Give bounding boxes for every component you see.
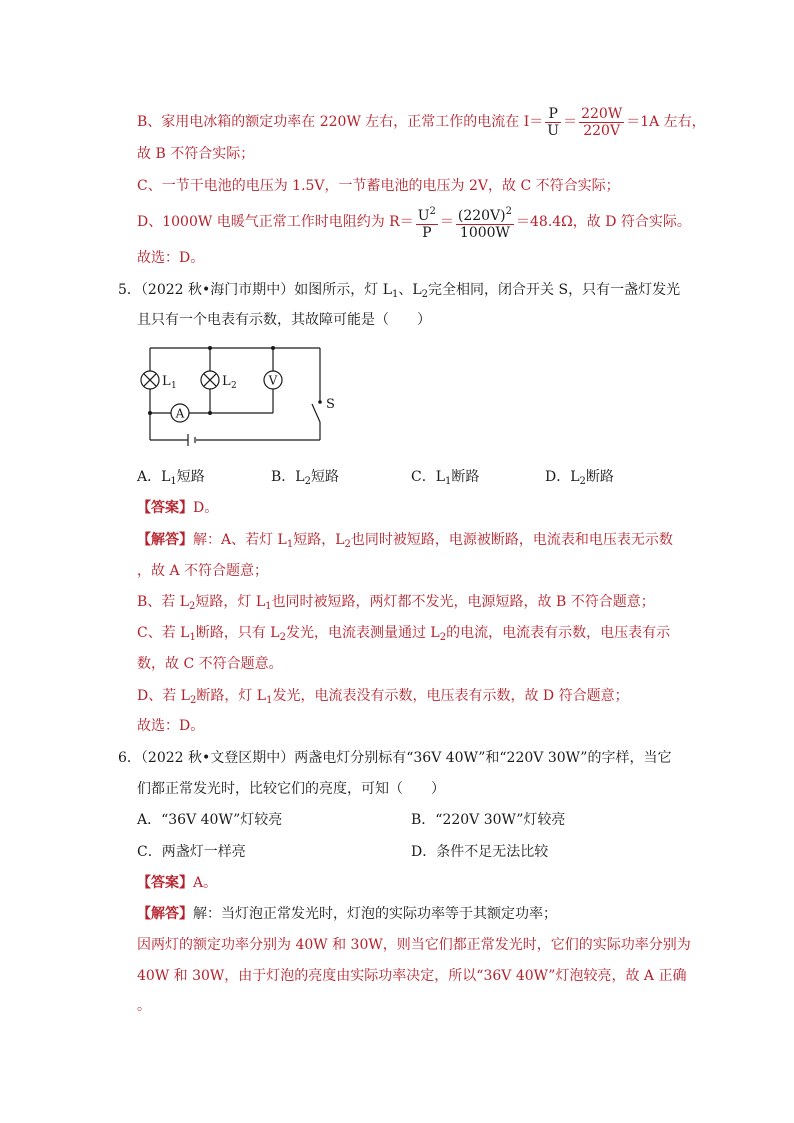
q6-analysis-line1: 【解答】解：当灯泡正常发光时，灯泡的实际功率等于其额定功率； <box>137 906 557 922</box>
label-l2: L <box>222 374 231 389</box>
lamp-l2-symbol <box>201 371 219 389</box>
q6-analysis-line2: 因两灯的额定功率分别为 40W 和 30W，则当它们都正常发光时，它们的实际功率分别为 <box>137 937 691 953</box>
q5-stem-line2: 且只有一个电表有示数，其故障可能是（ ） <box>137 312 431 328</box>
text: B、家用电冰箱的额定功率在 220W 左右，正常工作的电流在 I＝ <box>137 114 544 130</box>
q6-stem-line1: 6．（2022 秋•文登区期中）两盏电灯分别标有“36V 40W”和“220V 30W”的字样，当它 <box>118 750 672 766</box>
label-s: S <box>326 397 335 412</box>
q5-analysis-a-line1: 【解答】解：A、若灯 $L_1$短路，$L_2$也同时被短路，电源被断路，电流表和电压表无示数 <box>137 532 673 550</box>
lamp-l1-symbol <box>141 371 159 389</box>
q4-option-b-cont: 故 B 不符合实际； <box>137 146 255 162</box>
q5-option-a: A．$L_1$短路 <box>137 469 205 487</box>
fraction-220v2-over-1000w: $\frac{(220V)^2}{1000W}$ <box>457 205 513 241</box>
q6-answer: 【答案】A。 <box>137 875 218 891</box>
q5-analysis-c-line2: 数，故 C 不符合题意。 <box>137 656 283 672</box>
label-l2-sub: 2 <box>231 381 237 391</box>
label-l1-sub: 1 <box>171 381 177 391</box>
q5-option-b: B．$L_2$短路 <box>271 469 339 487</box>
q5-analysis-b: B、若 $L_2$短路，灯 $L_1$也同时被短路，两灯都不发光，电源短路，故 B 不符合题意； <box>137 594 655 612</box>
q5-analysis-c-line1: C、若 $L_1$断路，只有 $L_2$发光，电流表测量通过 $L_2$的电流，电流表有示数，电压表有示 <box>137 625 671 643</box>
q5-option-c: C．$L_1$断路 <box>411 469 480 487</box>
q4-option-d-line: D、1000W 电暖气正常工作时电阻约为 R＝ $\frac{U^2}{P}$ ＝ $\frac{(220V)^2}{1000W}$ ＝48.4Ω，故 D 符合实际。 <box>137 205 691 241</box>
q6-option-c: C．两盏灯一样亮 <box>137 844 246 860</box>
q6-option-a: A．“36V 40W”灯较亮 <box>137 812 283 828</box>
q5-analysis-a-line2: ，故 A 不符合题意； <box>137 563 269 579</box>
q6-analysis-line4: 。 <box>137 998 151 1014</box>
q5-stem-line1: 5．（2022 秋•海门市期中）如图所示，灯 $L_1$、$L_2$完全相同，闭合开关 S，只有一盏灯发光 <box>118 282 681 300</box>
voltmeter-symbol <box>264 371 282 389</box>
q6-option-b: B．“220V 30W”灯较亮 <box>411 812 566 828</box>
voltmeter-label: V <box>268 373 278 388</box>
q6-option-d: D．条件不足无法比较 <box>411 844 549 860</box>
fraction-u2-over-p: $\frac{U^2}{P}$ <box>417 205 436 241</box>
q5-answer: 【答案】D。 <box>137 500 219 516</box>
q4-option-c: C、一节干电池的电压为 1.5V，一节蓄电池的电压为 2V，故 C 不符合实际； <box>137 178 620 194</box>
fraction-p-over-u: $\frac{P}{U}$ <box>547 105 560 139</box>
ammeter-symbol <box>171 404 189 422</box>
q4-choice: 故选：D。 <box>137 250 205 266</box>
label-l1: L <box>162 374 171 389</box>
q6-analysis-line3: 40W 和 30W，由于灯泡的亮度由实际功率决定，所以“36V 40W”灯泡较亮，故 A 正确 <box>137 968 687 984</box>
q5-option-d: D．$L_2$断路 <box>545 469 614 487</box>
circuit-diagram <box>140 340 335 445</box>
fraction-220w-over-220v: $\frac{220W}{220V}$ <box>581 105 623 139</box>
ammeter-label: A <box>175 406 185 421</box>
q4-option-b-line: B、家用电冰箱的额定功率在 220W 左右，正常工作的电流在 I＝ $\frac{P}{U}$ ＝ $\frac{220W}{220V}$ ＝1A 左右， <box>137 105 706 139</box>
q5-choice: 故选：D。 <box>137 718 205 734</box>
q6-stem-line2: 们都正常发光时，比较它们的亮度，可知（ ） <box>137 781 445 797</box>
q5-analysis-d: D、若 $L_2$断路，灯 $L_1$发光，电流表没有示数，电压表有示数，故 D 符合题意； <box>137 688 629 706</box>
